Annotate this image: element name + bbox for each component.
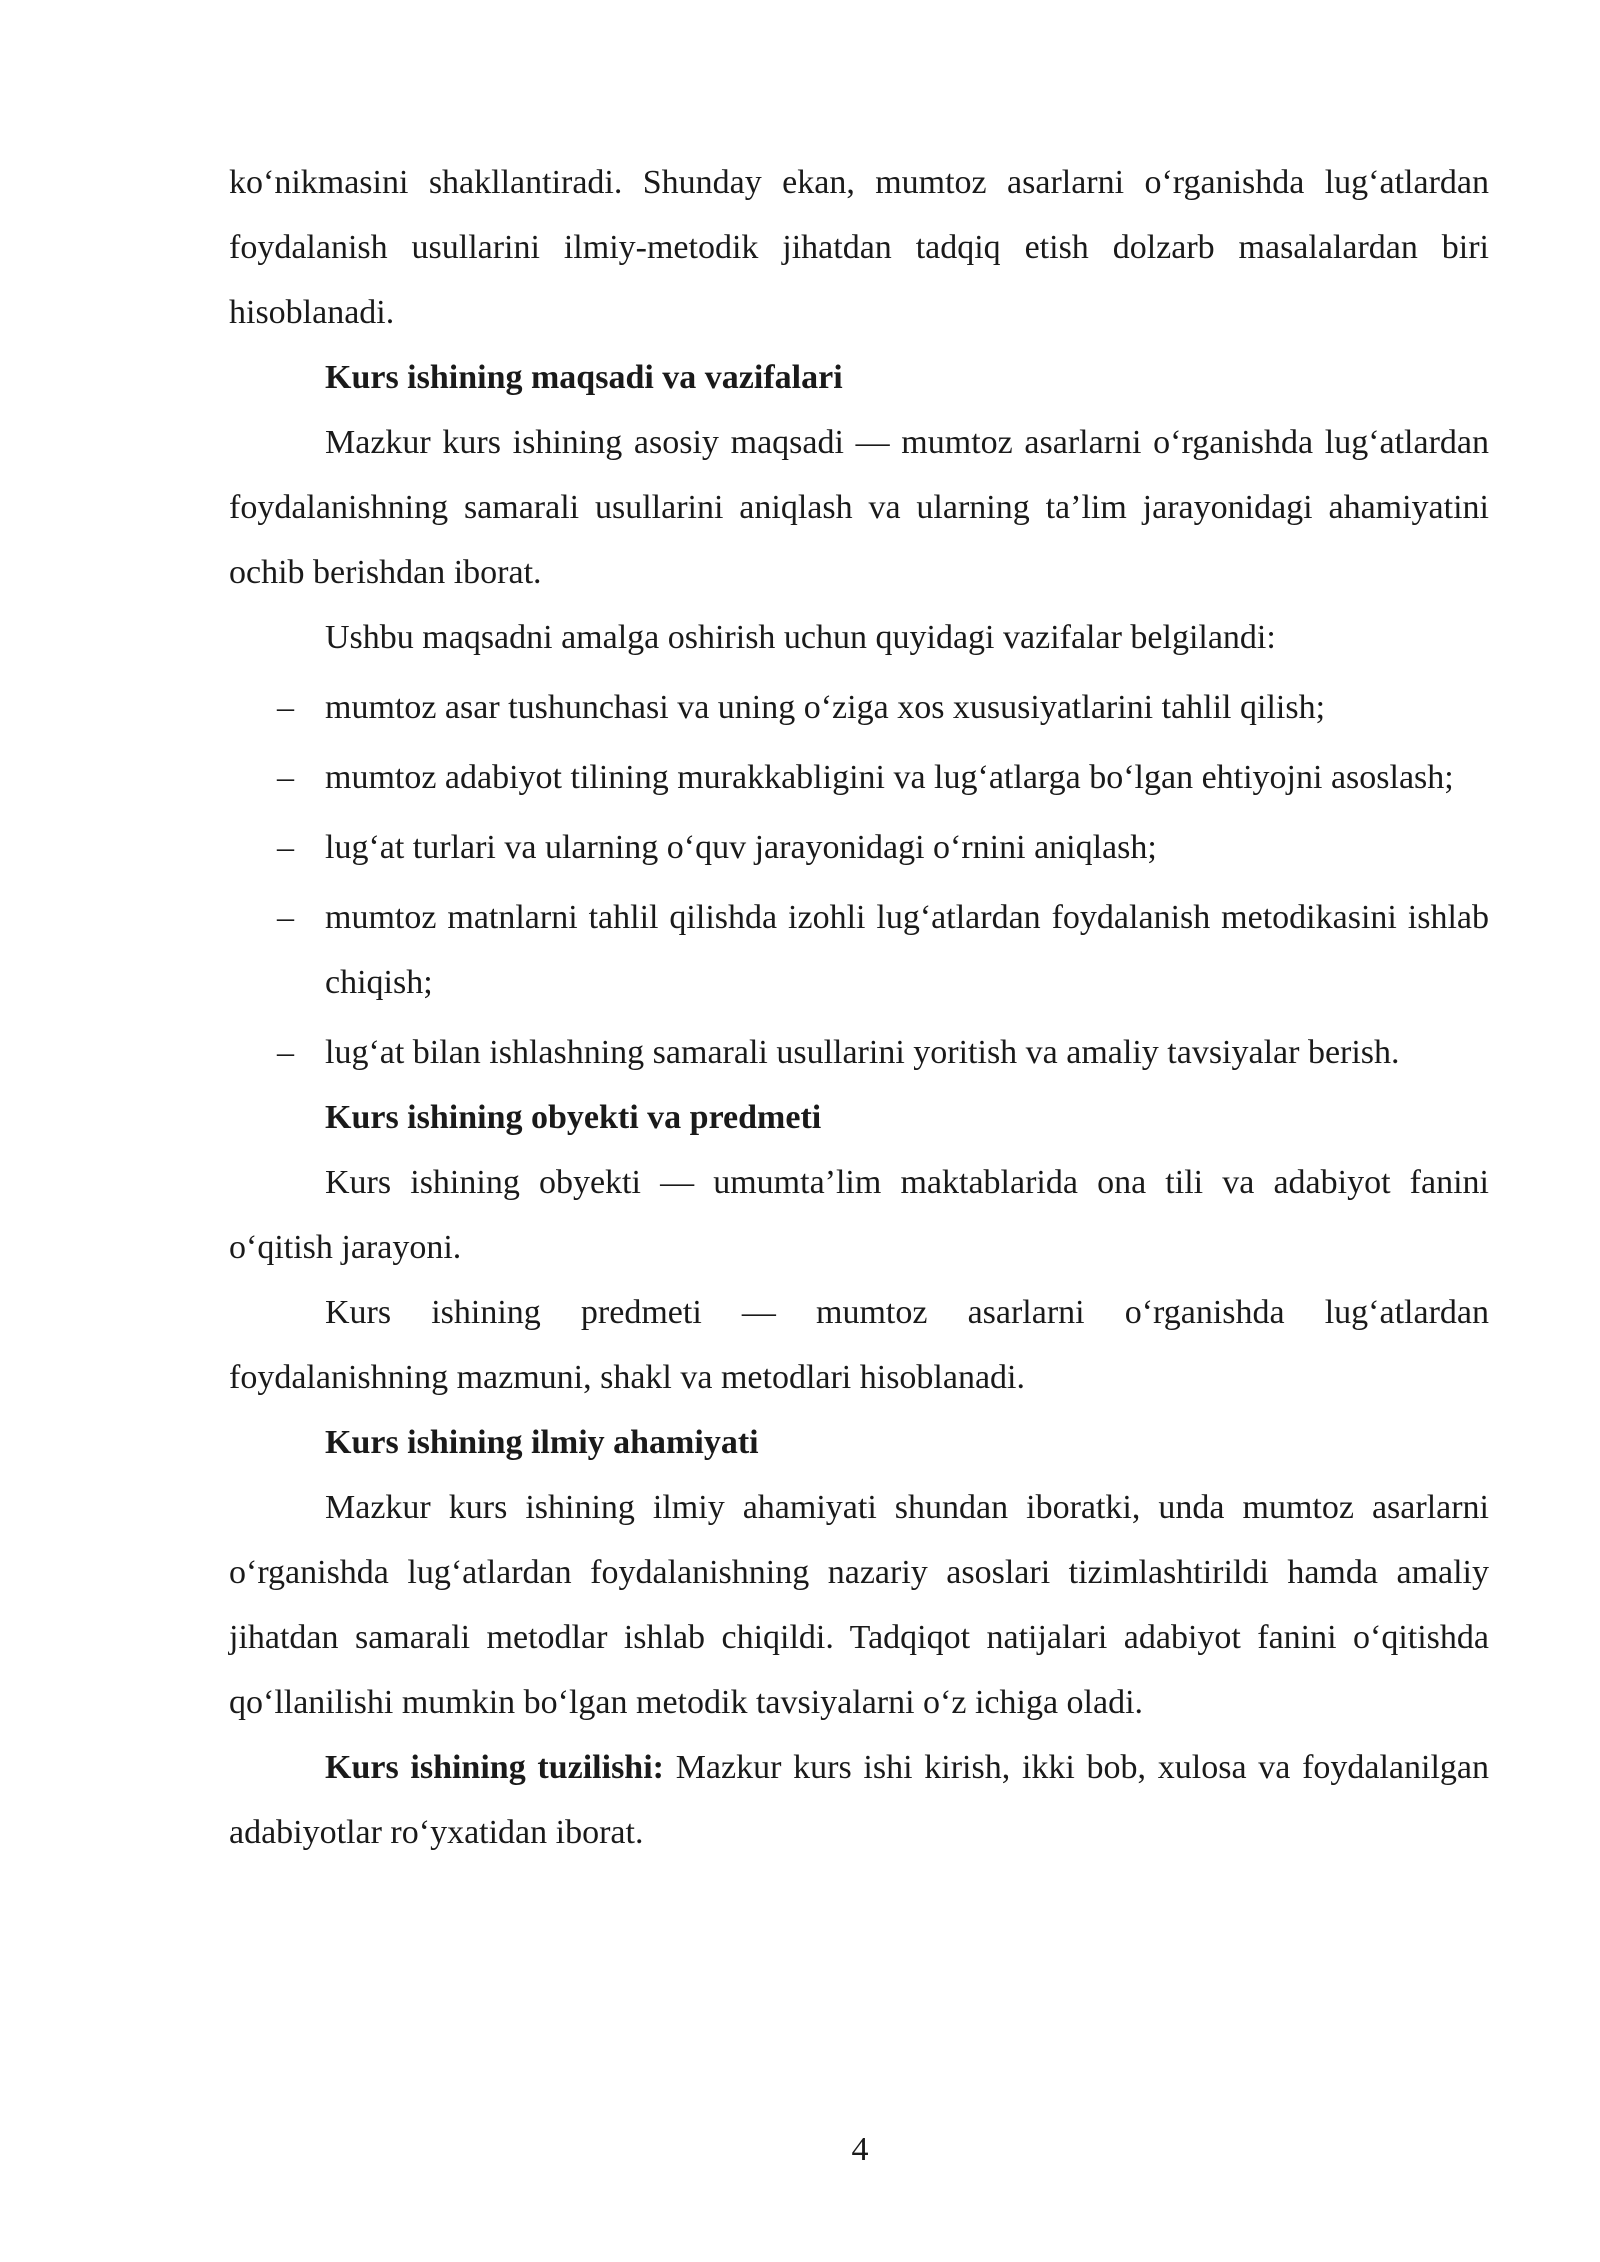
- heading-purpose-and-tasks: Kurs ishining maqsadi va vazifalari: [325, 359, 843, 396]
- paragraph-intro-continuation: ko‘nikmasini shakllantiradi. Shunday ekan, mumtoz asarlarni o‘rganishda lug‘atlardan foydalanish usullarini ilmiy-metodik jihatdan tadqiq etish dolzarb masalalardan biri hisoblanadi.: [229, 164, 1489, 331]
- list-dash-icon: –: [277, 899, 294, 936]
- structure-text: Mazkur kurs ishi kirish, ikki bob, xulosa va foydalanilgan adabiyotlar ro‘yxatidan iborat.: [229, 1749, 1489, 1851]
- list-item: – lug‘at turlari va ularning o‘quv jarayonidagi o‘rnini aniqlash;: [229, 815, 1489, 880]
- list-item: – lug‘at bilan ishlashning samarali usullarini yoritish va amaliy tavsiyalar berish.: [229, 1020, 1489, 1085]
- document-body: [229, 150, 1489, 1865]
- list-dash-icon: –: [277, 689, 294, 726]
- paragraph-object: Kurs ishining obyekti — umumta’lim maktablarida ona tili va adabiyot fanini o‘qitish jarayoni.: [229, 1164, 1489, 1266]
- list-dash-icon: –: [277, 829, 294, 866]
- page-number: 4: [851, 2131, 869, 2168]
- tasks-list: [229, 675, 1489, 1085]
- list-dash-icon: –: [277, 759, 294, 796]
- structure-label: Kurs ishining tuzilishi:: [325, 1749, 664, 1786]
- paragraph-purpose: Mazkur kurs ishining asosiy maqsadi — mumtoz asarlarni o‘rganishda lug‘atlardan foydalanishning samarali usullarini aniqlash va ularning ta’lim jarayonidagi ahamiyatini ochib berishdan iborat.: [229, 424, 1489, 591]
- heading-object-and-subject: Kurs ishining obyekti va predmeti: [325, 1099, 822, 1136]
- paragraph-tasks-intro: Ushbu maqsadni amalga oshirish uchun quyidagi vazifalar belgilandi:: [325, 619, 1276, 656]
- paragraph-subject: Kurs ishining predmeti — mumtoz asarlarni o‘rganishda lug‘atlardan foydalanishning mazmuni, shakl va metodlari hisoblanadi.: [229, 1294, 1489, 1396]
- paragraph-significance: Mazkur kurs ishining ilmiy ahamiyati shundan iboratki, unda mumtoz asarlarni o‘rganishda lug‘atlardan foydalanishning nazariy asoslari tizimlashtirildi hamda amaliy jihatdan samarali metodlar ishlab chiqildi. Tadqiqot natijalari adabiyot fanini o‘qitishda qo‘llanilishi mumkin bo‘lgan metodik tavsiyalarni o‘z ichiga oladi.: [229, 1489, 1489, 1721]
- paragraph-structure: [229, 1735, 1489, 1865]
- list-dash-icon: –: [277, 1034, 294, 1071]
- list-item: – mumtoz adabiyot tilining murakkabligini va lug‘atlarga bo‘lgan ehtiyojni asoslash;: [229, 745, 1489, 810]
- heading-scientific-significance: Kurs ishining ilmiy ahamiyati: [325, 1424, 759, 1461]
- list-item: – mumtoz matnlarni tahlil qilishda izohli lug‘atlardan foydalanish metodikasini ishlab chiqish;: [229, 885, 1489, 1015]
- list-item: – mumtoz asar tushunchasi va uning o‘ziga xos xususiyatlarini tahlil qilish;: [229, 675, 1489, 740]
